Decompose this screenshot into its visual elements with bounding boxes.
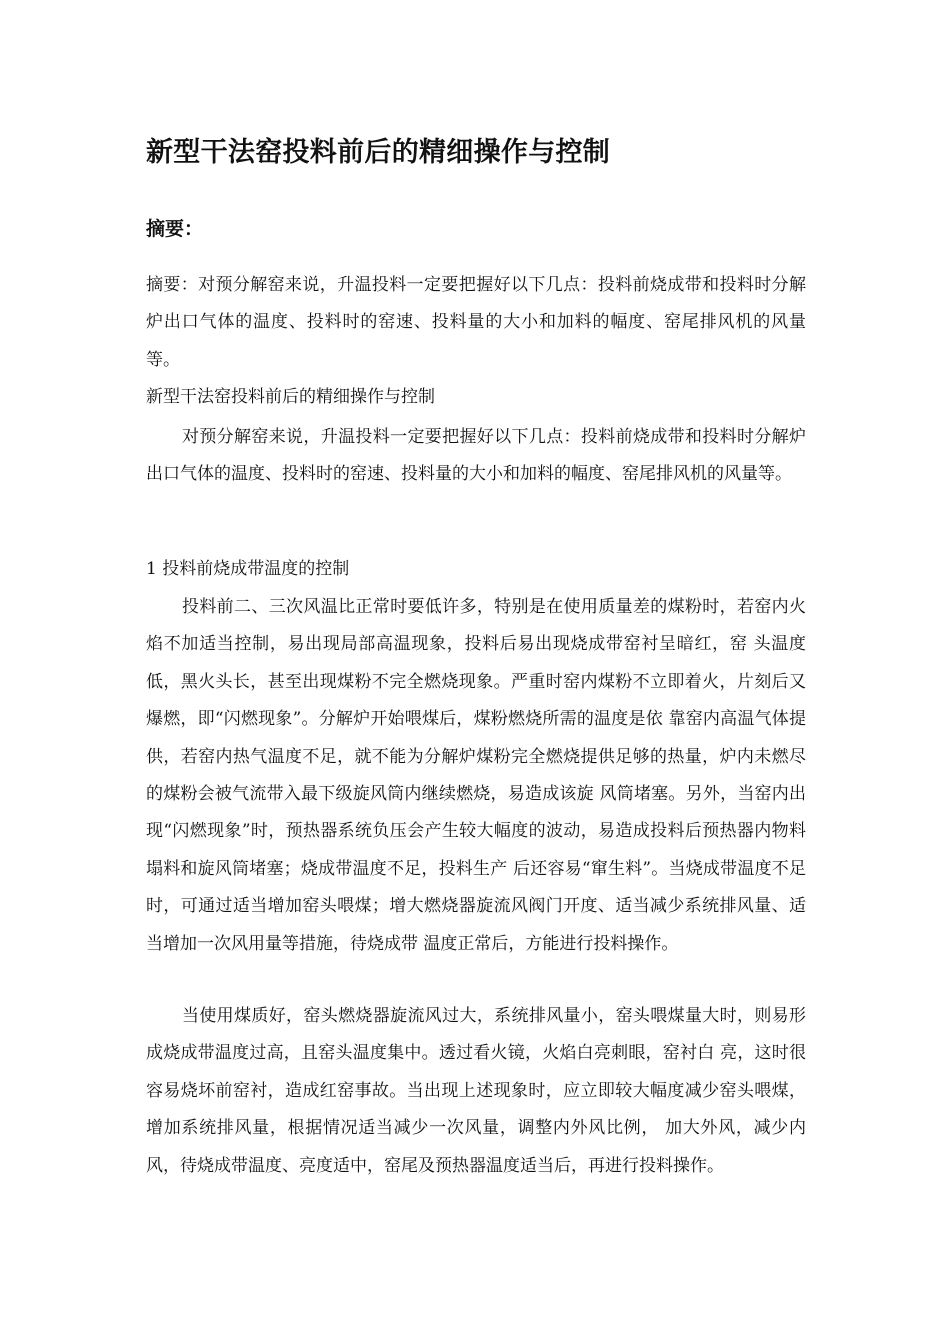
section-1-heading: 1 投料前烧成带温度的控制 [146, 559, 350, 579]
document-title: 新型干法窑投料前后的精细操作与控制 [146, 137, 611, 168]
repeated-title-line: 新型干法窑投料前后的精细操作与控制 [146, 387, 435, 407]
section-1-paragraph-2: 当使用煤质好，窑头燃烧器旋流风过大，系统排风量小，窑头喂煤量大时，则易形成烧成带温度过高，且窑头温度集中。透过看火镜，火焰白亮刺眼，窑衬白 亮，这时很容易烧坏前窑衬，造成红窑事故。当出现上述现象时，应立即较大幅度减少窑头喂煤，增加系统排风量，根据情况适当减少一次风量，调整内外风比例， 加大外风，减少内风，待烧成带温度、亮度适中，窑尾及预热器温度适当后，再进行投料操作。 [146, 1006, 806, 1176]
abstract-heading: 摘要： [146, 218, 204, 240]
intro-paragraph: 对预分解窑来说，升温投料一定要把握好以下几点：投料前烧成带和投料时分解炉出口气体的温度、投料时的窑速、投料量的大小和加料的幅度、窑尾排风机的风量等。 [146, 427, 806, 485]
section-1-paragraph-1: 投料前二、三次风温比正常时要低许多，特别是在使用质量差的煤粉时，若窑内火焰不加适当控制，易出现局部高温现象，投料后易出现烧成带窑衬呈暗红，窑 头温度低，黑火头长，甚至出现煤粉不完全燃烧现象。严重时窑内煤粉不立即着火，片刻后又爆燃，即“闪燃现象”。分解炉开始喂煤后，煤粉燃烧所需的温度是依 靠窑内高温气体提供，若窑内热气温度不足，就不能为分解炉煤粉完全燃烧提供足够的热量，炉内未燃尽的煤粉会被气流带入最下级旋风筒内继续燃烧，易造成该旋 风筒堵塞。另外，当窑内出现“闪燃现象”时，预热器系统负压会产生较大幅度的波动，易造成投料后预热器内物料塌料和旋风筒堵塞；烧成带温度不足，投料生产 后还容易“窜生料”。当烧成带温度不足时，可通过适当增加窑头喂煤；增大燃烧器旋流风阀门开度、适当减少系统排风量、适当增加一次风用量等措施，待烧成带 温度正常后，方能进行投料操作。 [146, 597, 806, 954]
abstract-paragraph: 摘要：对预分解窑来说，升温投料一定要把握好以下几点：投料前烧成带和投料时分解炉出口气体的温度、投料时的窑速、投料量的大小和加料的幅度、窑尾排风机的风量等。 [146, 275, 806, 370]
